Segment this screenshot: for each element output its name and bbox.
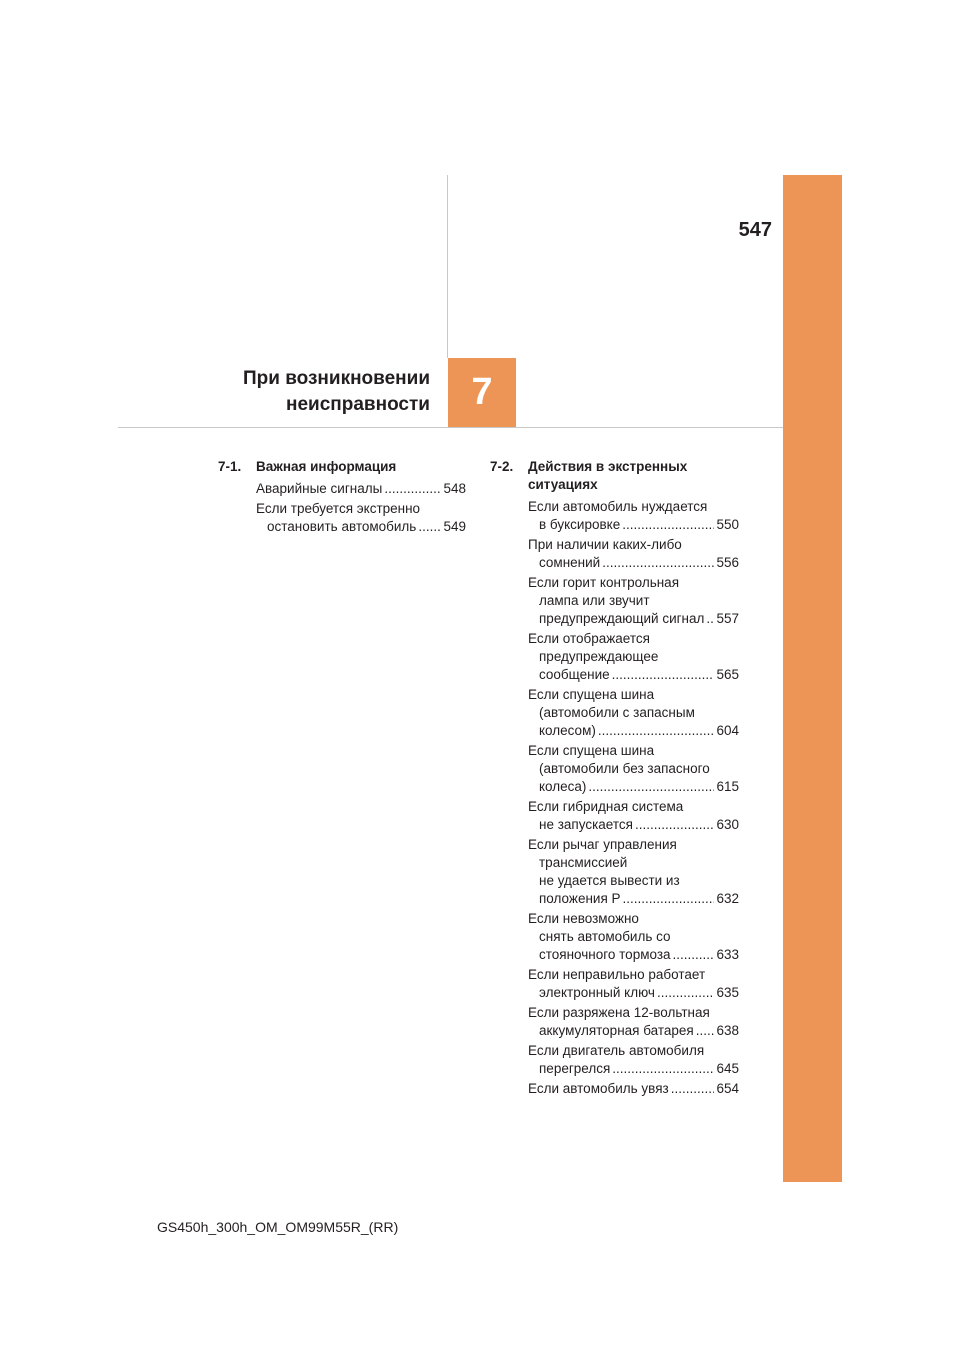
- toc-entry-last-line: [256, 480, 466, 498]
- horizontal-divider: [118, 427, 783, 428]
- dot-leader: [623, 890, 715, 908]
- chapter-title-line-2: неисправности: [285, 394, 430, 415]
- toc-entry-text: Аварийные сигналы: [256, 481, 383, 496]
- toc-entry-text: Если рычаг управления: [528, 837, 677, 852]
- dot-leader: [635, 816, 715, 834]
- section-title: Действия в экстренных ситуациях: [528, 459, 688, 492]
- toc-entry-text: колеса): [539, 779, 587, 794]
- chapter-title: [180, 366, 430, 418]
- document-code-footer: GS450h_300h_OM_OM99M55R_(RR): [157, 1219, 399, 1235]
- toc-entry-page[interactable]: 630: [716, 817, 739, 832]
- toc-entry[interactable]: [490, 686, 739, 740]
- toc-section-heading: [218, 458, 466, 476]
- toc-entry-last-line: [528, 984, 739, 1002]
- dot-leader: [671, 1080, 715, 1098]
- toc-entry-text: сомнений: [539, 555, 601, 570]
- dot-leader: [612, 1060, 714, 1078]
- chapter-tab-bar: [783, 175, 842, 1182]
- toc-section-7-1: [218, 458, 466, 538]
- toc-entry[interactable]: [490, 630, 739, 684]
- toc-entry[interactable]: [490, 1080, 739, 1098]
- toc-entry-text: остановить автомобиль: [267, 519, 417, 534]
- toc-entry-text: предупреждающее: [539, 649, 659, 664]
- toc-entry[interactable]: [218, 480, 466, 498]
- toc-entry-text: стояночного тормоза: [539, 947, 671, 962]
- page-number: 547: [738, 219, 772, 241]
- toc-entry-text: Если разряжена 12-вольтная: [528, 1005, 710, 1020]
- toc-entry-last-line: [528, 1060, 739, 1078]
- toc-entry-text: (автомобили без запасного: [539, 761, 710, 776]
- toc-entry-text: колесом): [539, 723, 596, 738]
- toc-entry-page[interactable]: 557: [716, 611, 739, 626]
- toc-entry-page[interactable]: 654: [716, 1081, 739, 1096]
- toc-entry-text: снять автомобиль со: [539, 929, 671, 944]
- dot-leader: [384, 480, 441, 498]
- toc-entry-last-line: [528, 722, 739, 740]
- toc-entry-last-line: [528, 1022, 739, 1040]
- toc-entry[interactable]: [490, 1042, 739, 1078]
- toc-entry[interactable]: [490, 498, 739, 534]
- toc-entry-last-line: [256, 518, 466, 536]
- toc-entry-text: лампа или звучит: [539, 593, 650, 608]
- toc-entry-text: Если невозможно: [528, 911, 639, 926]
- toc-entry-text: Если спущена шина: [528, 687, 655, 702]
- toc-entry-text: не запускается: [539, 817, 633, 832]
- toc-entry-page[interactable]: 604: [716, 723, 739, 738]
- toc-entry[interactable]: [490, 1004, 739, 1040]
- toc-entry-page[interactable]: 615: [716, 779, 739, 794]
- toc-entry-last-line: [528, 816, 739, 834]
- toc-entry-text: Если неправильно работает: [528, 967, 706, 982]
- dot-leader: [598, 722, 715, 740]
- toc-entry-text: Если автомобиль нуждается: [528, 499, 708, 514]
- toc-entry-text: Если отображается: [528, 631, 650, 646]
- dot-leader: [588, 778, 714, 796]
- dot-leader: [622, 516, 714, 534]
- dot-leader: [657, 984, 715, 1002]
- toc-entry[interactable]: [490, 574, 739, 628]
- toc-entry-page[interactable]: 633: [716, 947, 739, 962]
- toc-entry-page[interactable]: 645: [716, 1061, 739, 1076]
- toc-entry-page[interactable]: 635: [716, 985, 739, 1000]
- toc-entry-text: При наличии каких-либо: [528, 537, 682, 552]
- toc-entry-text: Если требуется экстренно: [256, 501, 421, 516]
- dot-leader: [612, 666, 715, 684]
- toc-entry-text: сообщение: [539, 667, 610, 682]
- toc-entry-text: положения P: [539, 891, 621, 906]
- toc-entry-last-line: [528, 890, 739, 908]
- toc-entry[interactable]: [490, 742, 739, 796]
- toc-entry-last-line: [528, 666, 739, 684]
- toc-entry-last-line: [528, 554, 739, 572]
- toc-entry-last-line: [528, 610, 739, 628]
- chapter-number-box: 7: [448, 358, 516, 427]
- toc-entry-last-line: [528, 1080, 739, 1098]
- toc-entry-page[interactable]: 549: [443, 519, 466, 534]
- toc-section-7-2: [490, 458, 739, 1100]
- toc-entry-page[interactable]: 632: [716, 891, 739, 906]
- toc-entry-text: Если гибридная система: [528, 799, 684, 814]
- toc-entry-last-line: [528, 516, 739, 534]
- toc-entry-text: Если горит контрольная: [528, 575, 679, 590]
- toc-entry-text: не удается вывести из: [539, 873, 680, 888]
- toc-entry-last-line: [528, 946, 739, 964]
- toc-entry-text: предупреждающий сигнал: [539, 611, 705, 626]
- toc-entry[interactable]: [490, 966, 739, 1002]
- dot-leader: [602, 554, 714, 572]
- section-number: 7-1.: [218, 459, 242, 474]
- toc-entry-page[interactable]: 550: [716, 517, 739, 532]
- dot-leader: [418, 518, 441, 536]
- toc-entry[interactable]: [218, 500, 466, 536]
- toc-entry-page[interactable]: 548: [443, 481, 466, 496]
- toc-entry-text: Если двигатель автомобиля: [528, 1043, 705, 1058]
- section-title: Важная информация: [256, 459, 397, 474]
- toc-entry-text: Если спущена шина: [528, 743, 655, 758]
- section-number: 7-2.: [490, 459, 514, 474]
- toc-entry-last-line: [528, 778, 739, 796]
- toc-entry-page[interactable]: 556: [716, 555, 739, 570]
- toc-entry-text: перегрелся: [539, 1061, 611, 1076]
- toc-entry-page[interactable]: 638: [716, 1023, 739, 1038]
- dot-leader: [673, 946, 715, 964]
- toc-entries: [490, 498, 739, 1098]
- chapter-title-line-1: При возникновении: [242, 368, 430, 389]
- toc-entry[interactable]: [490, 536, 739, 572]
- toc-entry-text: аккумуляторная батарея: [539, 1023, 694, 1038]
- toc-entry-text: в буксировке: [539, 517, 621, 532]
- toc-entries: [218, 480, 466, 536]
- toc-entry-text: электронный ключ: [539, 985, 655, 1000]
- vertical-divider: [447, 175, 448, 358]
- toc-entry[interactable]: [490, 836, 739, 908]
- toc-entry[interactable]: [490, 798, 739, 834]
- toc-entry-text: трансмиссией: [539, 855, 628, 870]
- dot-leader: [696, 1022, 715, 1040]
- toc-section-heading: [490, 458, 739, 494]
- toc-entry-text: (автомобили с запасным: [539, 705, 695, 720]
- dot-leader: [706, 610, 714, 628]
- toc-entry-text: Если автомобиль увяз: [528, 1081, 669, 1096]
- toc-entry[interactable]: [490, 910, 739, 964]
- toc-entry-page[interactable]: 565: [716, 667, 739, 682]
